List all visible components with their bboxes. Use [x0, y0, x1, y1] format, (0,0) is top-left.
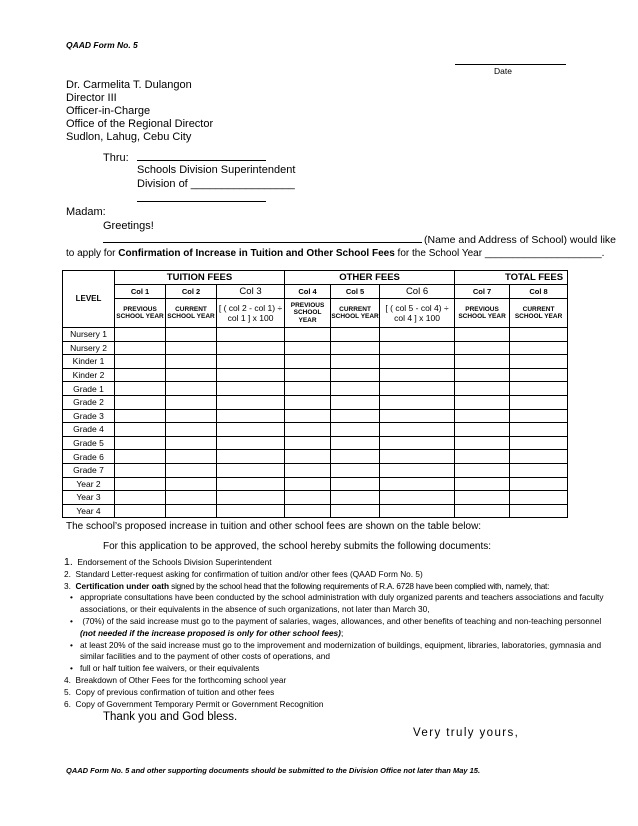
- addressee-name: Dr. Carmelita T. Dulangon: [66, 79, 192, 91]
- closing-text: Very truly yours,: [413, 727, 520, 739]
- doc-bullet-4: • full or half tuition fee waivers, or their equivalents: [64, 663, 604, 675]
- level-label: Nursery 1: [63, 328, 115, 342]
- level-label: Year 2: [63, 477, 115, 491]
- proposed-text: The school’s proposed increase in tuition and other school fees are shown on the table below:: [66, 521, 482, 532]
- fee-cell-col-7[interactable]: [455, 382, 510, 396]
- fee-cell-col-1[interactable]: [115, 491, 166, 505]
- col-5-header: Col 5: [331, 285, 380, 299]
- doc-bullet-3-cont: similar facilities and to the payment of other costs of operations, and: [80, 651, 330, 662]
- col-7-header: Col 7: [455, 285, 510, 299]
- fee-cell-col-1[interactable]: [115, 368, 166, 382]
- fee-cell-col-7[interactable]: [455, 463, 510, 477]
- fees-table: [62, 270, 568, 518]
- fee-cell-col-6[interactable]: [380, 477, 455, 491]
- fee-cell-col-7[interactable]: [455, 328, 510, 342]
- fee-cell-col-6[interactable]: [380, 450, 455, 464]
- fee-cell-col-5[interactable]: [331, 463, 380, 477]
- fee-cell-col-4[interactable]: [285, 491, 331, 505]
- thanks-text: Thank you and God bless.: [103, 711, 238, 723]
- level-label: Year 3: [63, 491, 115, 505]
- fee-cell-col-5[interactable]: [331, 341, 380, 355]
- level-label: Grade 1: [63, 382, 115, 396]
- fee-cell-col-2[interactable]: [166, 477, 217, 491]
- fee-cell-col-7[interactable]: [455, 436, 510, 450]
- fee-cell-col-2[interactable]: [166, 328, 217, 342]
- col-6-header: Col 6: [380, 285, 455, 299]
- fee-cell-col-2[interactable]: [166, 436, 217, 450]
- fee-cell-col-6[interactable]: [380, 491, 455, 505]
- addressee-address: Sudlon, Lahug, Cebu City: [66, 131, 192, 143]
- fee-cell-col-7[interactable]: [455, 491, 510, 505]
- fee-cell-col-4[interactable]: [285, 395, 331, 409]
- fee-cell-col-6[interactable]: [380, 409, 455, 423]
- fee-cell-col-1[interactable]: [115, 463, 166, 477]
- fee-cell-col-4[interactable]: [285, 328, 331, 342]
- documents-list: [64, 557, 604, 710]
- fee-cell-col-3[interactable]: [217, 395, 285, 409]
- fee-cell-col-7[interactable]: [455, 504, 510, 518]
- fee-cell-col-3[interactable]: [217, 463, 285, 477]
- fee-cell-col-5[interactable]: [331, 504, 380, 518]
- fee-cell-col-3[interactable]: [217, 450, 285, 464]
- fee-cell-col-8[interactable]: [510, 477, 568, 491]
- fee-cell-col-3[interactable]: [217, 491, 285, 505]
- fee-cell-col-7[interactable]: [455, 423, 510, 437]
- salutation: Madam:: [66, 206, 106, 218]
- table-row: [63, 477, 568, 491]
- doc-item-5: 5. Copy of previous confirmation of tuition and other fees: [64, 686, 275, 697]
- table-row: [63, 436, 568, 450]
- fee-cell-col-6[interactable]: [380, 395, 455, 409]
- fee-cell-col-6[interactable]: [380, 355, 455, 369]
- fee-cell-col-2[interactable]: [166, 450, 217, 464]
- fee-cell-col-5[interactable]: [331, 328, 380, 342]
- fee-cell-col-3[interactable]: [217, 423, 285, 437]
- fee-cell-col-2[interactable]: [166, 395, 217, 409]
- fee-cell-col-5[interactable]: [331, 477, 380, 491]
- footer-note: QAAD Form No. 5 and other supporting documents should be submitted to the Division Office not later than May 15.: [66, 766, 481, 775]
- approval-text: For this application to be approved, the school hereby submits the following documents:: [103, 541, 491, 552]
- col-3-header: Col 3: [217, 285, 285, 299]
- table-row: [63, 341, 568, 355]
- fee-cell-col-4[interactable]: [285, 382, 331, 396]
- thru-superintendent: Schools Division Superintendent: [137, 164, 296, 176]
- fee-cell-col-8[interactable]: [510, 423, 568, 437]
- fee-cell-col-3[interactable]: [217, 341, 285, 355]
- col-3-formula: [ ( col 2 - col 1) ÷ col 1 ] x 100: [217, 299, 285, 328]
- addressee-position: Director III: [66, 92, 117, 104]
- fee-cell-col-1[interactable]: [115, 436, 166, 450]
- table-row: [63, 409, 568, 423]
- fee-cell-col-4[interactable]: [285, 355, 331, 369]
- table-row: [63, 395, 568, 409]
- fee-cell-col-1[interactable]: [115, 328, 166, 342]
- request-name-address: (Name and Address of School) would like: [424, 234, 617, 246]
- fee-cell-col-8[interactable]: [510, 450, 568, 464]
- col-1-header: Col 1: [115, 285, 166, 299]
- table-row: [63, 450, 568, 464]
- doc-item-2: 2. Standard Letter-request asking for confirmation of tuition and/or other fees (QAAD Form No. 5): [64, 568, 423, 579]
- fee-cell-col-4[interactable]: [285, 368, 331, 382]
- fee-cell-col-2[interactable]: [166, 409, 217, 423]
- fee-cell-col-1[interactable]: [115, 382, 166, 396]
- fee-cell-col-8[interactable]: [510, 491, 568, 505]
- fee-cell-col-2[interactable]: [166, 355, 217, 369]
- fee-cell-col-1[interactable]: [115, 341, 166, 355]
- doc-item-4: 4. Breakdown of Other Fees for the forthcoming school year: [64, 674, 287, 685]
- fee-cell-col-7[interactable]: [455, 450, 510, 464]
- level-label: Kinder 2: [63, 368, 115, 382]
- fee-cell-col-2[interactable]: [166, 382, 217, 396]
- fee-cell-col-8[interactable]: [510, 463, 568, 477]
- fee-cell-col-6[interactable]: [380, 504, 455, 518]
- request-prefix: to apply for: [66, 248, 119, 259]
- table-row: [63, 504, 568, 518]
- fee-cell-col-8[interactable]: [510, 355, 568, 369]
- table-row: [63, 382, 568, 396]
- level-label: Grade 3: [63, 409, 115, 423]
- doc-item-3: 3. Certification under oath signed by the school head that the following requirements of R.A. 6728 have been complied with, namely, that:: [64, 580, 550, 591]
- fee-cell-col-3[interactable]: [217, 368, 285, 382]
- level-label: Grade 7: [63, 463, 115, 477]
- col-4-header: Col 4: [285, 285, 331, 299]
- fee-cell-col-3[interactable]: [217, 477, 285, 491]
- col-2-header: Col 2: [166, 285, 217, 299]
- fee-cell-col-7[interactable]: [455, 355, 510, 369]
- fee-cell-col-5[interactable]: [331, 491, 380, 505]
- fee-cell-col-4[interactable]: [285, 504, 331, 518]
- fee-cell-col-5[interactable]: [331, 450, 380, 464]
- fee-cell-col-1[interactable]: [115, 504, 166, 518]
- fee-cell-col-6[interactable]: [380, 328, 455, 342]
- thru-label: Thru:: [103, 152, 129, 164]
- fee-cell-col-6[interactable]: [380, 423, 455, 437]
- fee-cell-col-5[interactable]: [331, 409, 380, 423]
- level-label: Grade 4: [63, 423, 115, 437]
- fee-cell-col-1[interactable]: [115, 423, 166, 437]
- request-line2: [66, 248, 604, 259]
- fee-cell-col-3[interactable]: [217, 436, 285, 450]
- fee-cell-col-6[interactable]: [380, 436, 455, 450]
- level-label: Year 4: [63, 504, 115, 518]
- date-line: [455, 64, 566, 65]
- fee-cell-col-5[interactable]: [331, 423, 380, 437]
- fee-cell-col-4[interactable]: [285, 463, 331, 477]
- addressee-office: Office of the Regional Director: [66, 118, 214, 130]
- level-header: LEVEL: [63, 271, 115, 328]
- form-header: QAAD Form No. 5: [66, 40, 138, 50]
- fee-cell-col-3[interactable]: [217, 355, 285, 369]
- fee-cell-col-3[interactable]: [217, 382, 285, 396]
- fee-cell-col-6[interactable]: [380, 382, 455, 396]
- fee-cell-col-4[interactable]: [285, 409, 331, 423]
- doc-bullet-2: • (70%) of the said increase must go to the payment of salaries, wages, allowances, and other benefits of teaching and non-teaching personnel: [64, 616, 604, 628]
- request-bold: Confirmation of Increase in Tuition and Other School Fees: [118, 248, 395, 259]
- fee-cell-col-5[interactable]: [331, 436, 380, 450]
- level-label: Grade 5: [63, 436, 115, 450]
- thru-division: Division of _________________: [137, 178, 295, 190]
- addressee-role: Officer-in-Charge: [66, 105, 151, 117]
- table-row: [63, 355, 568, 369]
- table-row: [63, 368, 568, 382]
- addressee-block: [66, 79, 213, 144]
- fee-cell-col-1[interactable]: [115, 477, 166, 491]
- col-1-sub: PREVIOUS SCHOOL YEAR: [115, 299, 166, 328]
- col-2-sub: CURRENT SCHOOL YEAR: [166, 299, 217, 328]
- fee-cell-col-2[interactable]: [166, 491, 217, 505]
- fee-cell-col-8[interactable]: [510, 395, 568, 409]
- col-8-header: Col 8: [510, 285, 568, 299]
- col-6-formula: [ ( col 5 - col 4) ÷ col 4 ] x 100: [380, 299, 455, 328]
- total-fees-header: TOTAL FEES: [455, 271, 568, 285]
- greetings: Greetings!: [103, 220, 154, 232]
- table-row: [63, 491, 568, 505]
- fee-cell-col-1[interactable]: [115, 355, 166, 369]
- fee-cell-col-3[interactable]: [217, 504, 285, 518]
- fee-cell-col-4[interactable]: [285, 450, 331, 464]
- doc-bullet-2-cont: (not needed if the increase proposed is only for other school fees);: [80, 627, 344, 638]
- fee-cell-col-6[interactable]: [380, 463, 455, 477]
- school-name-line: [103, 242, 422, 243]
- fee-cell-col-2[interactable]: [166, 423, 217, 437]
- thru-line-2: [137, 201, 266, 202]
- tuition-fees-header: TUITION FEES: [115, 271, 285, 285]
- thru-line-1: [137, 160, 266, 161]
- fee-cell-col-8[interactable]: [510, 328, 568, 342]
- fee-cell-col-4[interactable]: [285, 341, 331, 355]
- fee-cell-col-3[interactable]: [217, 328, 285, 342]
- fee-cell-col-5[interactable]: [331, 368, 380, 382]
- doc-bullet-1-cont: associations, or their equivalents in the absence of such organizations, not later than March 30,: [80, 604, 430, 615]
- fee-cell-col-8[interactable]: [510, 368, 568, 382]
- level-label: Grade 2: [63, 395, 115, 409]
- fee-cell-col-3[interactable]: [217, 409, 285, 423]
- fee-cell-col-8[interactable]: [510, 409, 568, 423]
- fee-cell-col-2[interactable]: [166, 463, 217, 477]
- level-label: Kinder 1: [63, 355, 115, 369]
- fee-cell-col-7[interactable]: [455, 395, 510, 409]
- fee-cell-col-8[interactable]: [510, 341, 568, 355]
- table-row: [63, 423, 568, 437]
- fee-cell-col-7[interactable]: [455, 477, 510, 491]
- fee-cell-col-5[interactable]: [331, 355, 380, 369]
- doc-bullet-3: • at least 20% of the said increase must go to the improvement and modernization of buildings, equipment, libraries, laboratories, gymnasia and: [64, 640, 604, 652]
- fee-cell-col-5[interactable]: [331, 382, 380, 396]
- fee-cell-col-8[interactable]: [510, 504, 568, 518]
- doc-item-6: 6. Copy of Government Temporary Permit or Government Recognition: [64, 698, 324, 709]
- fee-cell-col-8[interactable]: [510, 436, 568, 450]
- col-4-sub: PREVIOUS SCHOOL YEAR: [285, 299, 331, 328]
- col-8-sub: CURRENT SCHOOL YEAR: [510, 299, 568, 328]
- fee-cell-col-5[interactable]: [331, 395, 380, 409]
- table-row: [63, 463, 568, 477]
- col-5-sub: CURRENT SCHOOL YEAR: [331, 299, 380, 328]
- fee-cell-col-8[interactable]: [510, 382, 568, 396]
- fee-cell-col-6[interactable]: [380, 368, 455, 382]
- date-label: Date: [494, 66, 512, 76]
- fee-cell-col-4[interactable]: [285, 436, 331, 450]
- fee-cell-col-2[interactable]: [166, 341, 217, 355]
- fee-cell-col-6[interactable]: [380, 341, 455, 355]
- col-7-sub: PREVIOUS SCHOOL YEAR: [455, 299, 510, 328]
- other-fees-header: OTHER FEES: [285, 271, 455, 285]
- fee-cell-col-4[interactable]: [285, 423, 331, 437]
- fee-cell-col-7[interactable]: [455, 409, 510, 423]
- fee-cell-col-2[interactable]: [166, 504, 217, 518]
- request-suffix: for the School Year _____________________.: [394, 248, 605, 259]
- doc-bullet-1: • appropriate consultations have been conducted by the school administration with duly organized parents and teachers associations and faculty: [64, 592, 604, 604]
- fee-cell-col-1[interactable]: [115, 409, 166, 423]
- level-label: Nursery 2: [63, 341, 115, 355]
- fee-cell-col-7[interactable]: [455, 341, 510, 355]
- fee-cell-col-2[interactable]: [166, 368, 217, 382]
- fee-cell-col-7[interactable]: [455, 368, 510, 382]
- table-row: [63, 328, 568, 342]
- doc-item-1: 1. Endorsement of the Schools Division Superintendent: [64, 556, 272, 568]
- fee-cell-col-4[interactable]: [285, 477, 331, 491]
- fee-cell-col-1[interactable]: [115, 395, 166, 409]
- fee-cell-col-1[interactable]: [115, 450, 166, 464]
- level-label: Grade 6: [63, 450, 115, 464]
